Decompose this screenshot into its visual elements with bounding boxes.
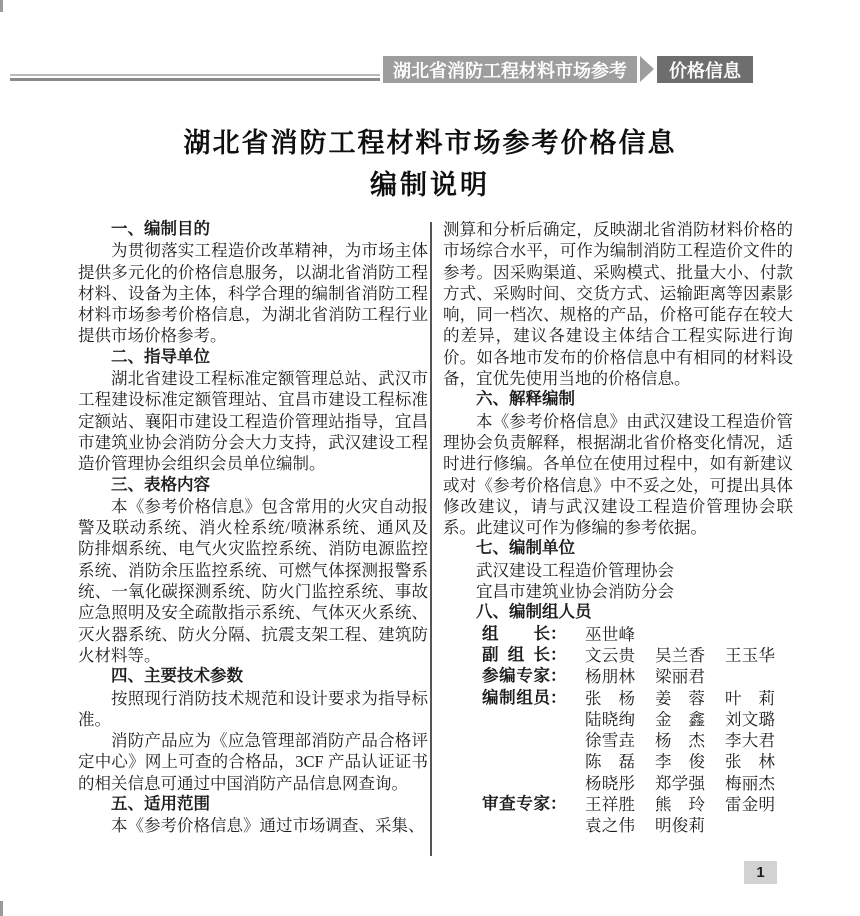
roster-row <box>443 709 793 730</box>
roster-row <box>443 815 793 836</box>
roster-role-label <box>482 730 550 751</box>
header-rule <box>10 74 380 81</box>
roster-colon: ： <box>550 688 567 707</box>
roster-row <box>443 773 793 794</box>
roster-colon: ： <box>550 667 567 686</box>
roster-role-label <box>482 773 550 794</box>
breadcrumb <box>383 56 753 83</box>
roster-person-name: 袁之伟 <box>585 816 635 836</box>
roster-colon: ： <box>550 645 567 664</box>
right-column <box>443 219 793 864</box>
roster-role-label: 副组长 <box>482 645 550 664</box>
section-heading: 六、解释编制 <box>476 390 575 409</box>
paragraph: 为贯彻落实工程造价改革精神，为市场主体提供多元化的价格信息服务，以湖北省消防工程材料、设备为主体，科学合理的编制省消防工程材料市场参考价格信息，为湖北省消防工程行业提供市场价格参考。 <box>78 241 428 346</box>
section-heading: 七、编制单位 <box>476 539 575 558</box>
right-column-blocks <box>443 219 793 624</box>
roster-person-name: 李大君 <box>725 731 775 751</box>
section-heading: 三、表格内容 <box>111 475 210 494</box>
paragraph: 湖北省建设工程标准定额管理总站、武汉市工程建设标准定额管理站、宜昌市建设工程标准定额站、襄阳市建设工程造价管理站指导，宜昌市建筑业协会消防分会大力支持，武汉建设工程造价管理协会组织会员单位编制。 <box>78 369 428 474</box>
chevron-right-icon <box>640 56 654 82</box>
roster-person-name: 巫世峰 <box>585 624 635 644</box>
roster-row <box>443 730 793 751</box>
roster <box>443 624 793 837</box>
roster-row <box>443 751 793 772</box>
column-divider <box>430 222 432 856</box>
page-title-line1: 湖北省消防工程材料市场参考价格信息 <box>183 128 677 158</box>
roster-person-name: 郑学强 <box>655 773 705 793</box>
roster-colon: ： <box>550 795 567 814</box>
roster-role-label: 编制组员 <box>482 688 550 707</box>
roster-person-name: 梁丽君 <box>655 667 705 687</box>
roster-person-name: 陆晓绚 <box>585 709 635 729</box>
page-number-badge: 1 <box>744 861 777 884</box>
roster-person-name: 叶莉 <box>725 688 775 708</box>
paragraph: 消防产品应为《应急管理部消防产品合格评定中心》网上可查的合格品，3CF 产品认证证书的相关信息可通过中国消防产品信息网查询。 <box>78 731 428 793</box>
breadcrumb-secondary-badge: 价格信息 <box>657 56 753 83</box>
roster-row <box>443 688 793 709</box>
page-title <box>0 127 860 201</box>
roster-row <box>443 645 793 666</box>
roster-person-name: 明俊莉 <box>655 816 705 836</box>
roster-person-name: 张林 <box>725 752 775 772</box>
roster-role-label <box>482 815 550 836</box>
roster-person-name: 李俊 <box>655 752 705 772</box>
roster-person-name: 刘文璐 <box>725 709 775 729</box>
roster-role-label <box>482 709 550 730</box>
section-heading: 八、编制组人员 <box>476 603 592 622</box>
section-heading: 五、适用范围 <box>111 795 210 814</box>
roster-person-name: 徐雪垚 <box>585 731 635 751</box>
roster-person-name: 雷金明 <box>725 795 775 815</box>
paragraph: 本《参考价格信息》由武汉建设工程造价管理协会负责解释，根据湖北省价格变化情况，适时进行修编。各单位在使用过程中，如有新建议或对《参考价格信息》中不妥之处，可提出具体修改建议，请与武汉建设工程造价管理协会联系。此建议可作为修编的参考依据。 <box>443 411 793 538</box>
roster-role-label: 组长 <box>482 624 550 643</box>
roster-person-name: 张杨 <box>585 688 635 708</box>
roster-role-label: 参编专家 <box>482 667 550 686</box>
roster-person-name: 吴兰香 <box>655 645 705 665</box>
paragraph: 本《参考价格信息》通过市场调查、采集、 <box>111 816 425 836</box>
roster-person-name: 杨晓彤 <box>585 773 635 793</box>
roster-colon: ： <box>550 624 567 643</box>
roster-person-name: 杨朋林 <box>585 667 635 687</box>
roster-person-name: 梅丽杰 <box>725 773 775 793</box>
left-column <box>78 219 428 864</box>
roster-person-name: 王玉华 <box>725 645 775 665</box>
roster-person-name: 姜蓉 <box>655 688 705 708</box>
section-heading: 一、编制目的 <box>111 220 210 238</box>
breadcrumb-primary-badge: 湖北省消防工程材料市场参考 <box>383 56 637 83</box>
roster-role-label <box>482 751 550 772</box>
roster-person-name: 文云贵 <box>585 645 635 665</box>
roster-person-name: 杨杰 <box>655 731 705 751</box>
section-heading: 二、指导单位 <box>111 347 210 366</box>
paragraph: 宜昌市建筑业协会消防分会 <box>476 582 674 602</box>
roster-role-label: 审查专家 <box>482 795 550 814</box>
roster-person-name: 熊玲 <box>655 795 705 815</box>
roster-row <box>443 794 793 815</box>
page-title-line2: 编制说明 <box>370 170 490 200</box>
roster-person-name: 金鑫 <box>655 709 705 729</box>
two-column-body <box>78 219 793 864</box>
scan-artifact-bottom <box>0 901 3 916</box>
scan-artifact-top <box>0 0 3 12</box>
section-heading: 四、主要技术参数 <box>111 667 243 686</box>
roster-person-name: 王祥胜 <box>585 795 635 815</box>
paragraph: 测算和分析后确定，反映湖北省消防材料价格的市场综合水平，可作为编制消防工程造价文件的参考。因采购渠道、采购模式、批量大小、付款方式、采购时间、交货方式、运输距离等因素影响，同一档次、规格的产品，价格可能存在较大的差异，建议各建设主体结合工程实际进行询价。如各地市发布的价格信息中有相同的材料设备，宜优先使用当地的价格信息。 <box>443 220 793 389</box>
paragraph: 武汉建设工程造价管理协会 <box>476 560 674 580</box>
paragraph: 本《参考价格信息》包含常用的火灾自动报警及联动系统、消火栓系统/喷淋系统、通风及防排烟系统、电气火灾监控系统、消防电源监控系统、消防余压监控系统、可燃气体探测报警系统、一氧化碳探测系统、防火门监控系统、事故应急照明及安全疏散指示系统、气体灭火系统、灭火器系统、防火分隔、抗震支架工程、建筑防火材料等。 <box>78 496 428 665</box>
roster-row <box>443 624 793 645</box>
roster-person-name: 陈磊 <box>585 752 635 772</box>
paragraph: 按照现行消防技术规范和设计要求为指导标准。 <box>78 688 428 729</box>
roster-row <box>443 666 793 687</box>
